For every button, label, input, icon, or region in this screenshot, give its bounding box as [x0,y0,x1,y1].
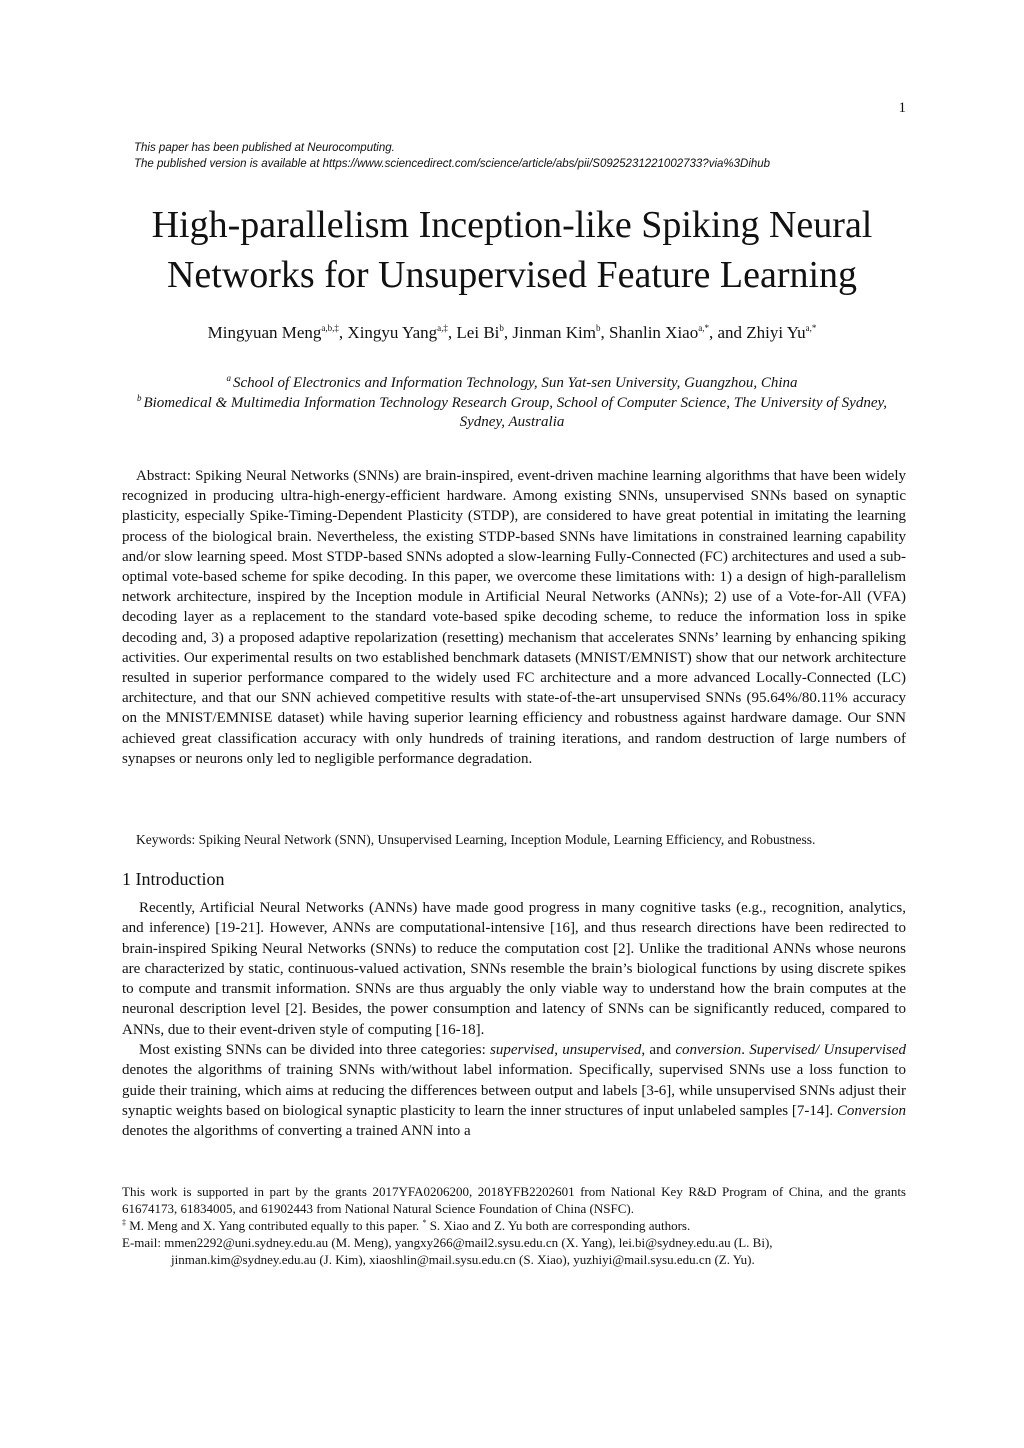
author-affiliation-mark: a,b,‡ [321,323,339,333]
author-name: Lei Bi [456,323,500,342]
author-name: Shanlin Xiao [608,323,699,342]
footnote-funding: This work is supported in part by the grants 2017YFA0206200, 2018YFB2202601 from National Key R&D Program of China, and the grants 61674173, 61834005, and 61902443 from National Natural Science Foundation of China (NSFC). [122,1184,906,1216]
author-affiliation-mark: b [595,323,601,333]
intro-emphasis: Conversion [836,1102,906,1119]
author-name: Zhiyi Yu [746,323,806,342]
author-separator: , and [708,323,747,342]
keywords: Keywords: Spiking Neural Network (SNN), Unsupervised Learning, Inception Module, Learning Efficiency, and Robustness. [136,832,816,847]
intro-text: , and [641,1042,676,1059]
intro-text: denotes the algorithms of converting a trained ANN into a [122,1123,471,1140]
intro-emphasis: unsupervised [562,1042,642,1059]
publication-note [134,140,914,172]
author-separator: , [600,323,609,342]
affiliation-mark: a [226,373,231,383]
affiliation-text: Biomedical & Multimedia Information Technology Research Group, School of Computer Science, The University of Sydney, Sydney, Australia [143,394,888,430]
intro-text: . [741,1042,750,1059]
affiliation-text: School of Electronics and Information Technology, Sun Yat-sen University, Guangzhou, China [232,375,798,391]
author-affiliation-mark: a,‡ [437,323,448,333]
author-name: Mingyuan Meng [207,323,322,342]
footnote-text: S. Xiao and Z. Yu both are corresponding authors. [426,1218,691,1233]
footnote-text: M. Meng and X. Yang contributed equally to this paper. [126,1218,423,1233]
paper-title [80,200,944,300]
footnotes [122,1183,906,1268]
paper-title-line2: Networks for Unsupervised Feature Learning [166,254,858,296]
intro-text: Most existing SNNs can be divided into three categories: [139,1042,491,1059]
affiliations [120,374,904,433]
author-separator: , [338,323,348,342]
author-affiliation-mark: b [499,323,504,333]
intro-paragraph-1: Recently, Artificial Neural Networks (ANNs) have made good progress in many cognitive tasks (e.g., recognition, analytics, and inference) [19-21]. However, ANNs are computational-intensive [16], and thus research directions have been redirected to brain-inspired Spiking Neural Networks (SNNs) to reduce the computation cost [2]. Unlike the traditional ANNs whose neurons are characterized by static, continuous-valued activation, SNNs resemble the brain’s biological functions by using discrete spikes to compute and transmit information. SNNs are thus arguably the only viable way to understand how the brain computes at the neuronal description level [2]. Besides, the power consumption and latency of SNNs can be significantly reduced, compared to ANNs, due to their event-driven style of computing [16-18]. [122,900,906,1038]
introduction-body [122,898,906,1142]
intro-emphasis: Supervised/ Unsupervised [749,1042,907,1059]
affiliation-mark: b [136,392,142,403]
intro-emphasis: conversion [675,1042,742,1059]
author-name: Xingyu Yang [347,323,438,342]
author-separator: , [503,323,513,342]
intro-text: denotes the algorithms of training SNNs with/without label information. Specifically, supervised SNNs use a loss function to guide their training, which aims at reducing the differences between output and labels [3-6], while unsupervised SNNs adjust their synaptic weights based on biological synaptic plasticity to learn the inner structures of input unlabeled samples [7-14]. [122,1062,906,1119]
footnote-emails-line2: jinman.kim@sydney.edu.au (J. Kim), xiaoshlin@mail.sysu.edu.cn (S. Xiao), yuzhiyi@mail.sysu.edu.cn (Z. Yu). [171,1252,755,1267]
author-separator: , [447,323,457,342]
author-affiliation-mark: a,* [698,323,709,333]
author-affiliation-mark: a,* [805,323,817,333]
publication-note-line1: This paper has been published at Neurocomputing. [134,142,395,154]
footnote-mark: * [422,1218,427,1227]
intro-text: , [554,1042,563,1059]
affiliation-b [120,394,904,433]
intro-emphasis: supervised [490,1042,555,1059]
abstract: Abstract: Spiking Neural Networks (SNNs) are brain-inspired, event-driven machine learning algorithms that have been widely recognized in producing ultra-high-energy-efficient hardware. Among existing SNNs, unsupervised SNNs based on synaptic plasticity, especially Spike-Timing-Dependent Plasticity (STDP), are considered to have great potential in imitating the learning process of the biological brain. Nevertheless, the existing STDP-based SNNs have limitations in constrained learning capability and/or slow learning speed. Most STDP-based SNNs adopted a slow-learning Fully-Connected (FC) architectures and used a sub-optimal vote-based scheme for spike decoding. In this paper, we overcome these limitations with: 1) a design of high-parallelism network architecture, inspired by the Inception module in Artificial Neural Networks (ANNs); 2) use of a Vote-for-All (VFA) decoding layer as a replacement to the standard vote-based spike decoding scheme, to reduce the information loss in spike decoding and, 3) a proposed adaptive repolarization (resetting) mechanism that accelerates SNNs’ learning by enhancing spiking activities. Our experimental results on two established benchmark datasets (MNIST/EMNIST) show that our network architecture resulted in superior performance compared to the widely used FC architecture and a more advanced Locally-Connected (LC) architecture, and that our SNN achieved competitive results with state-of-the-art unsupervised SNNs (95.64%/80.11% accuracy on the MNIST/EMNISE dataset) while having superior learning efficiency and robustness against hardware damage. Our SNN achieved great classification accuracy with only hundreds of training iterations, and random destruction of large numbers of synapses or neurons only led to negligible performance degradation. [122,468,906,767]
author-name: Jinman Kim [512,323,596,342]
footnote-mark: ‡ [122,1218,126,1227]
affiliation-a [120,374,904,394]
author-list [80,323,944,343]
footnote-contributions [122,1217,906,1234]
publication-note-line2: The published version is available at https://www.sciencedirect.com/science/article/abs/pii/S0925231221002733?via%3Dihub [134,158,771,170]
page-number: 1 [898,100,906,116]
paper-title-line1: High-parallelism Inception-like Spiking Neural [151,204,873,246]
section-heading-introduction: 1 Introduction [122,869,225,889]
intro-paragraph-2 [122,1040,906,1141]
footnote-emails-line1: E-mail: mmen2292@uni.sydney.edu.au (M. Meng), yangxy266@mail2.sysu.edu.cn (X. Yang), lei.bi@sydney.edu.au (L. Bi), [122,1235,773,1250]
